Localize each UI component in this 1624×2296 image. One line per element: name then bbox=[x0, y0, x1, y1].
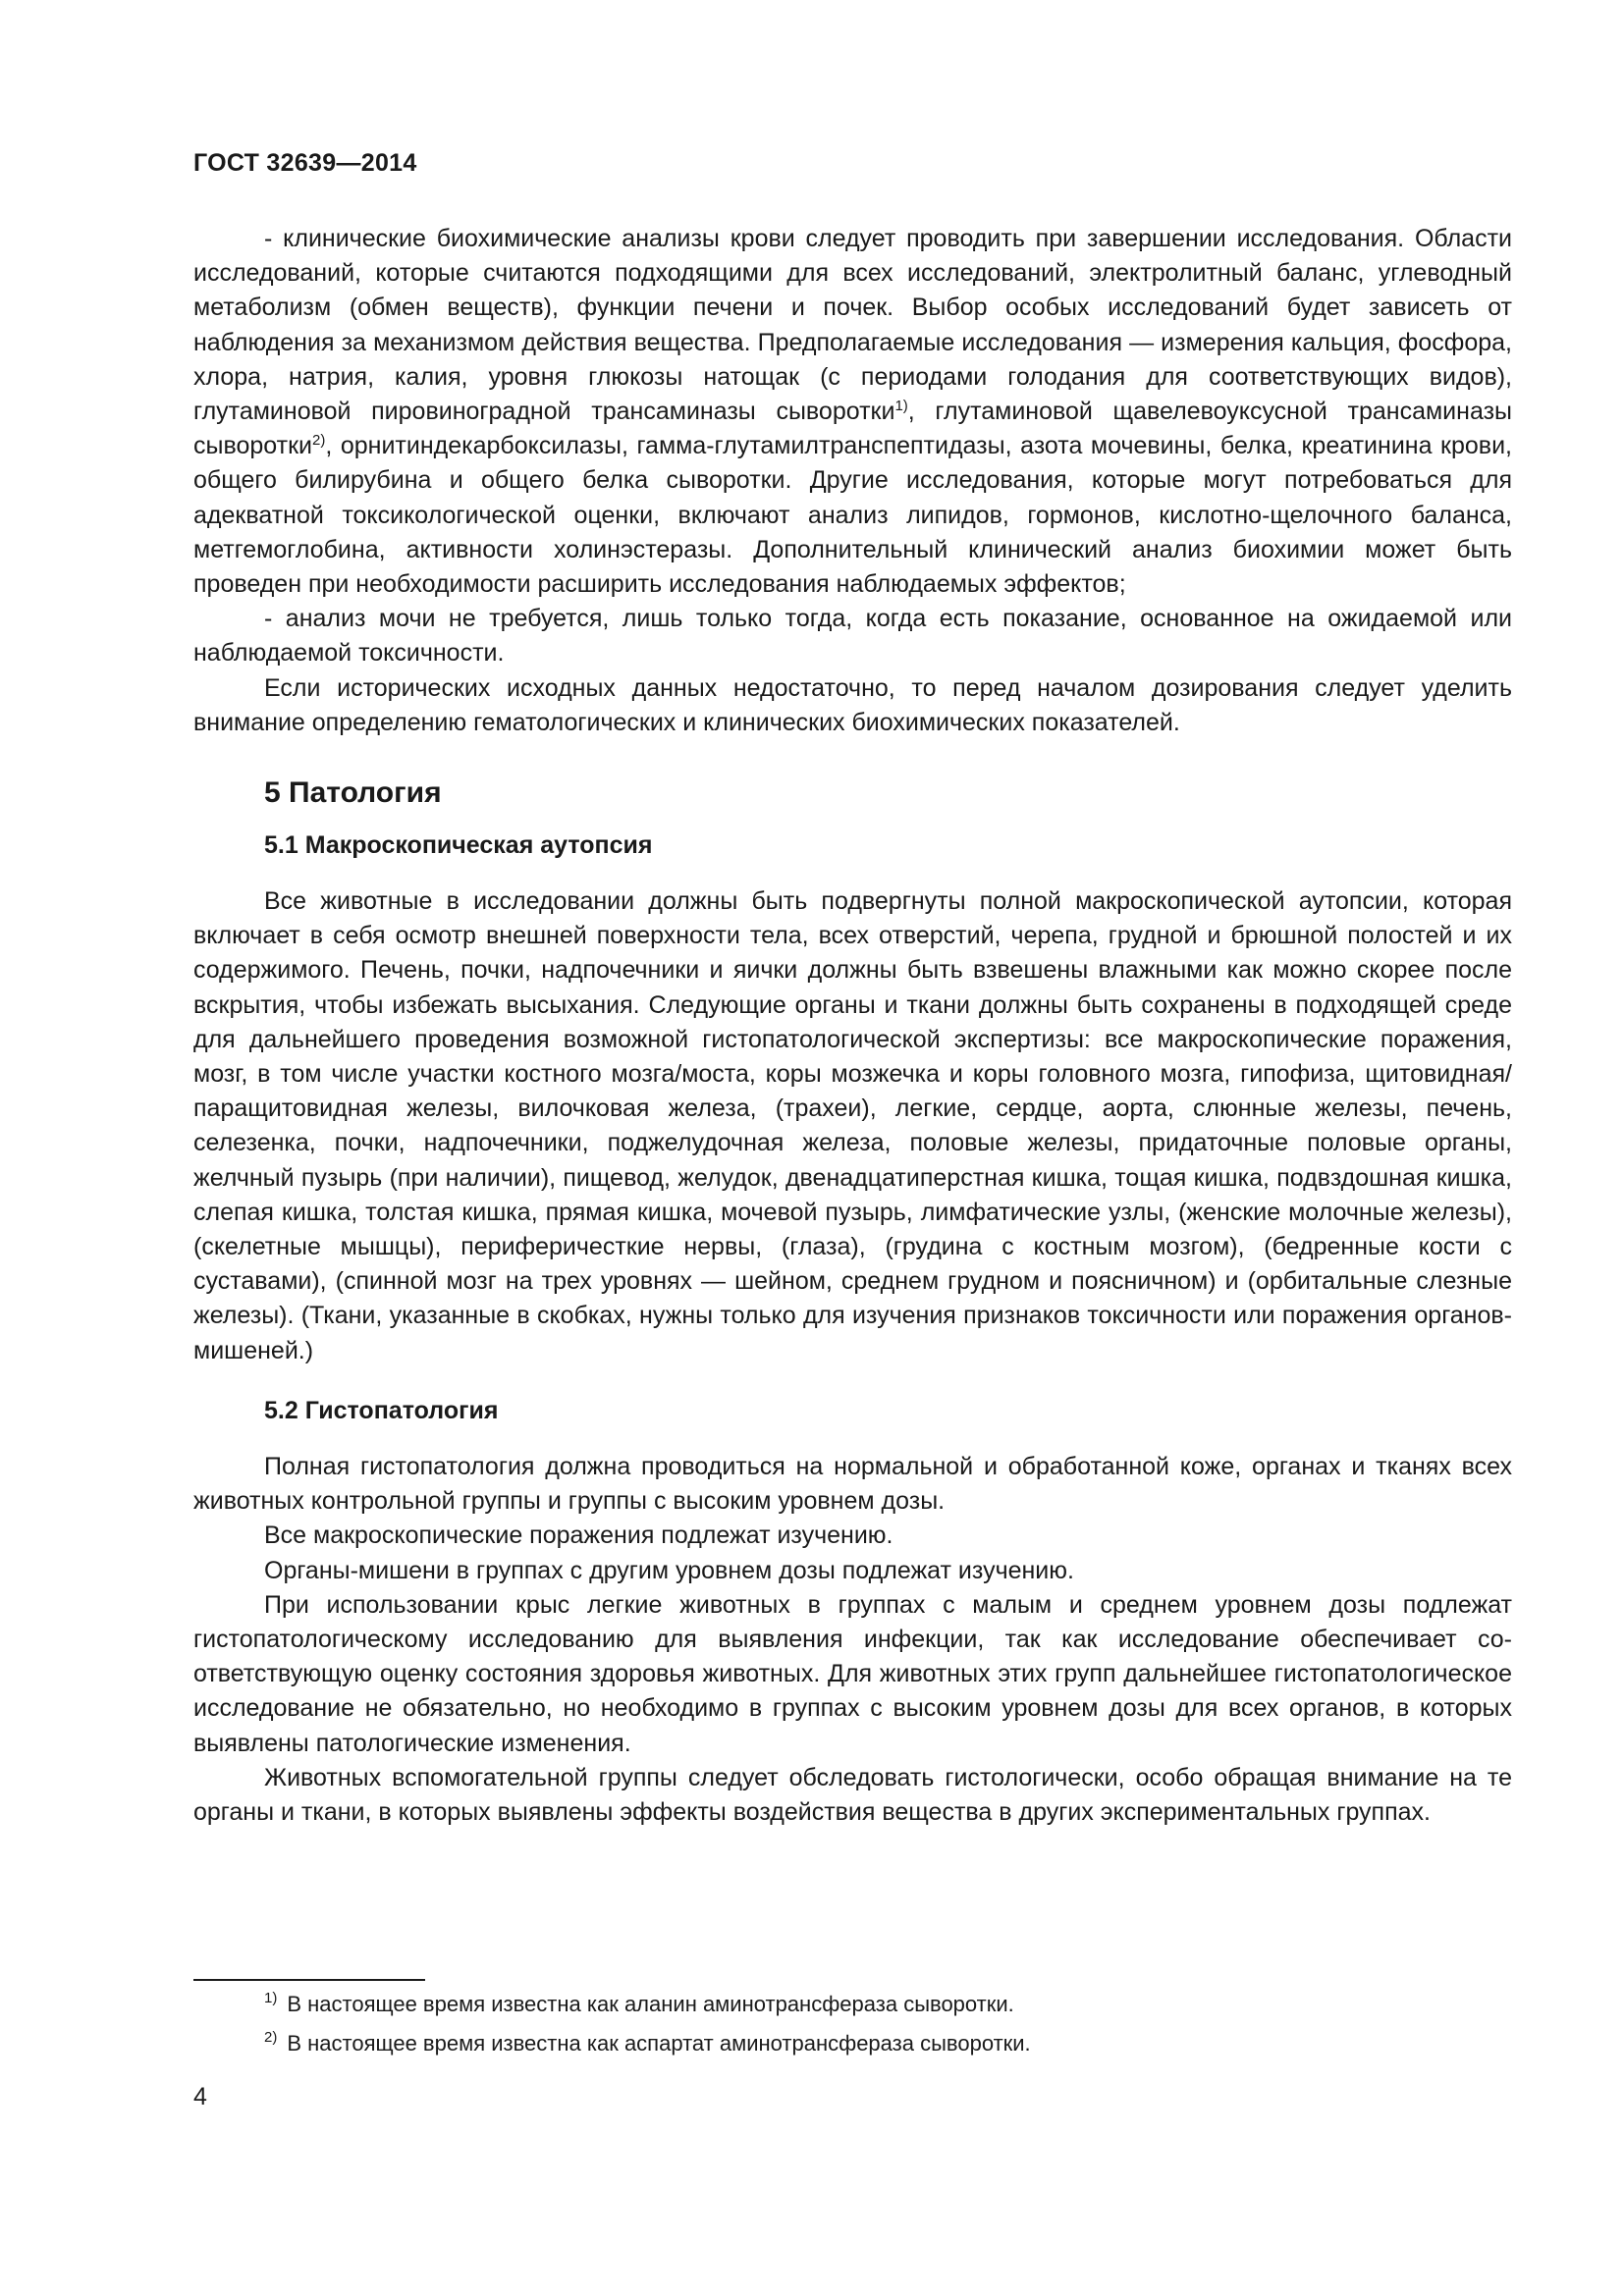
footnote-divider bbox=[193, 1979, 425, 1981]
footnote-ref-2: 2) bbox=[311, 432, 326, 450]
footnote-1: $^{1)}$ В настоящее время известна как аланин аминотрансфераза сыворотки. bbox=[264, 1990, 1014, 2016]
subsection-heading-histopathology: 5.2 Гистопатология bbox=[264, 1396, 499, 1424]
paragraph-urinalysis: - анализ мочи не требуется, лишь только тогда, когда есть показание, основанное на ожидаемой или наблюдаемой токсичности. bbox=[193, 605, 1512, 667]
paragraph-biochemistry: - клинические биохимические анализы крови следует проводить при завершении исследования. Области исследований, которые считаются подходящими для всех исследований, электролитный баланс, углеводный метаболизм (обмен веществ), функции печени и почек. Выбор особых исследований будет зависеть от наблюдения за механизмом действия вещества. Предполагаемые исследования — измерения кальция, фосфора, хлора, натрия, калия, уровня глюкозы натощак (с периодами голодания для соответствующих видов), глутаминовой пировиноградной трансаминазы сыворотки$^{1)}$, глутаминовой щавелевоуксусной трансаминазы сыворотки$^{2)}$, орнитиндекарбоксилазы, гамма-глутамилтранспептидазы, азота мочевины, белка, креатинина крови, общего билирубина и общего белка сыворотки. Другие исследования, которые могут потребоваться для адекватной токсикологической оценки, включают анализ липидов, гормонов, кислотно-щелочного баланса, метгемоглобина, активности холинэстеразы. Дополнительный клинический анализ биохимии может быть проведен при необходимости расширить исследования наблюдаемых эффектов; bbox=[193, 225, 1512, 599]
page-number: 4 bbox=[193, 2083, 207, 2110]
paragraph-gross-necropsy: Все животные в исследовании должны быть подвергнуты полной макроскопической аутопсии, которая включает в себя осмотр внешней поверхности тела, всех отверстий, черепа, грудной и брюшной полостей и их содержимого. Печень, почки, надпочечники и яички должны быть взвешены влажными как можно скорее после вскрытия, чтобы избежать высыхания. Следующие органы и ткани должны быть сохранены в подходящей среде для дальнейшего проведения возможной гистопатологической экспертизы: все макроскопические поражения, мозг, в том числе участки костного мозга/моста, коры мозжечка и коры головного мозга, гипофиза, щитовидная/паращитовидная железы, вилочковая железа, (трахеи), легкие, сердце, аорта, слюнные железы, печень, селезенка, почки, надпочечники, поджелудочная железа, половые железы, придаточные половые органы, желчный пузырь (при наличии), пищевод, желудок, двенадцатиперстная кишка, тощая кишка, подвздошная кишка, слепая кишка, толстая кишка, прямая кишка, мочевой пузырь, лимфатические узлы, (женские молочные железы), (скелетные мышцы), периферичесткие нервы, (глаза), (грудина с костным мозгом), (бедренные кости с суставами), (спинной мозг на трех уровнях — шейном, среднем грудном и поясничном) и (орбитальные слезные железы). (Ткани, указанные в скобках, нужны только для изучения признаков токсичности или поражения органов-мишеней.) bbox=[193, 887, 1512, 1364]
paragraph-histopathology-2: Все макроскопические поражения подлежат изучению. bbox=[264, 1522, 893, 1550]
paragraph-histopathology-1: Полная гистопатология должна проводиться на нормальной и обработанной коже, органах и тканях всех животных контрольной группы и группы с высоким уровнем дозы. bbox=[193, 1452, 1512, 1516]
paragraph-histopathology-4: При использовании крыс легкие животных в группах с малым и среднем уровнем дозы подлежат гистопатологическому исследованию для выявления инфекции, так как исследование обеспечивает соответствующую оценку состояния здоровья животных. Для животных этих групп дальнейшее гистопатологическое исследование не обязательно, но необходимо в группах с высоким уровнем дозы для всех органов, в которых выявлены патологические изменения. bbox=[193, 1590, 1512, 1757]
section-heading-pathology: 5 Патология bbox=[264, 776, 442, 810]
footnotes bbox=[264, 1987, 1501, 2065]
paragraph-histopathology-5: Животных вспомогательной группы следует обследовать гистологически, особо обращая внимание на те органы и ткани, в которых выявлены эффекты воздействия вещества в других экспериментальных группах. bbox=[193, 1763, 1512, 1826]
paragraph-baseline: Если исторических исходных данных недостаточно, то перед началом дозирования следует уделить внимание определению гематологических и клинических биохимических показателей. bbox=[193, 673, 1512, 736]
main-content bbox=[193, 222, 1512, 1830]
footnote-2: $^{2)}$ В настоящее время известна как аспартат аминотрансфераза сыворотки. bbox=[264, 2029, 1031, 2056]
document-header: ГОСТ 32639—2014 bbox=[193, 149, 417, 177]
subsection-heading-gross-necropsy: 5.1 Макроскопическая аутопсия bbox=[264, 831, 653, 860]
paragraph-histopathology-3: Органы-мишени в группах с другим уровнем дозы подлежат изучению. bbox=[264, 1556, 1074, 1584]
footnote-ref-1: 1) bbox=[894, 398, 908, 415]
